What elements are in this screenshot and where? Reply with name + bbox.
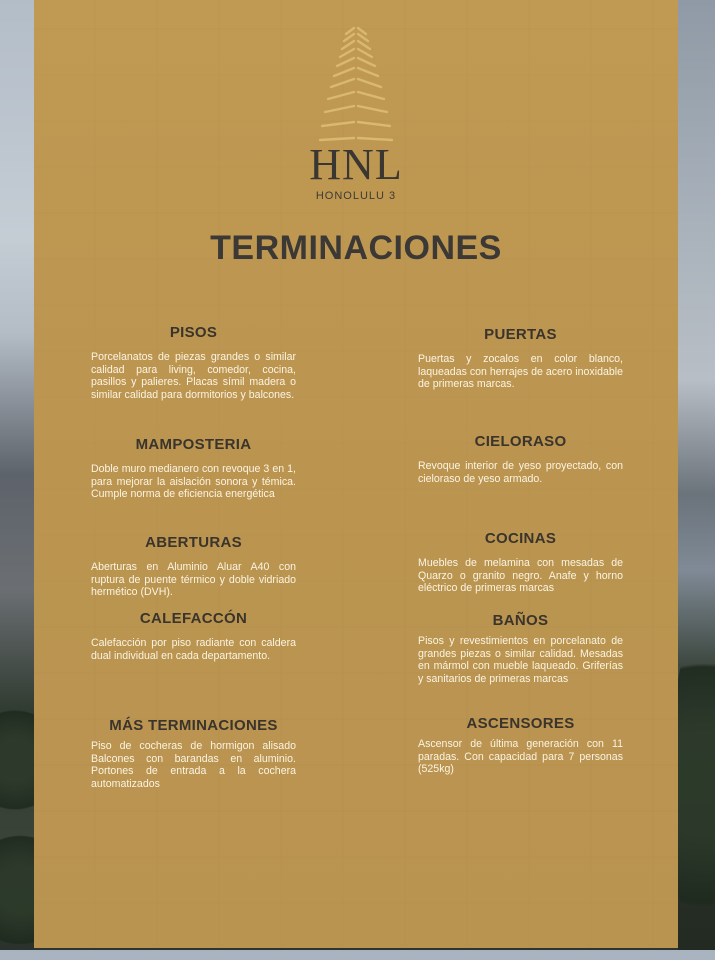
section-heading: PISOS [169,324,218,341]
section-text: Porcelanatos de piezas grandes o similar calidad para living, comedor, cocina, pasillos y palieres. Placas símil madera o similar calidad para dormitorios y balcones. [91,351,296,401]
section-text: Aberturas en Aluminio Aluar A40 con ruptura de puente térmico y doble vidriado hermético (DVH). [91,561,296,599]
section-aberturas [91,534,296,599]
section-puertas [418,326,623,391]
section-text: Revoque interior de yeso proyectado, con cieloraso de yeso armado. [418,460,623,485]
section-cocinas [418,530,623,595]
section-cieloraso [418,433,623,485]
section-heading: CALEFACCÓN [139,610,248,627]
section-heading: MAMPOSTERIA [135,436,252,453]
section-text: Doble muro medianero con revoque 3 en 1, para mejorar la aislación sonora y témica. Cumple norma de eficiencia energética [91,463,296,501]
section-mamposteria [91,436,296,501]
section-heading: COCINAS [484,530,557,547]
section-text: Ascensor de última generación con 11 paradas. Con capacidad para 7 personas (525kg) [418,738,623,776]
section-text: Muebles de melamina con mesadas de Quarzo o granito negro. Anafe y horno eléctrico de primeras marcas [418,557,623,595]
brand-name: HNL [309,140,403,189]
section-heading: CIELORASO [474,433,567,450]
page-title: TERMINACIONES [210,229,502,267]
section-heading: ASCENSORES [466,715,575,732]
section-ascensores [418,715,623,776]
section-pisos [91,324,296,401]
brand-subtitle: HONOLULU 3 [315,190,397,202]
stacked-tower-lines-icon [316,26,396,144]
section-text: Calefacción por piso radiante con caldera dual individual en cada departamento. [91,637,296,662]
section-calefaccion [91,610,296,662]
section-heading: PUERTAS [484,326,557,343]
section-heading: BAÑOS [492,612,549,629]
section-text: Puertas y zocalos en color blanco, laqueadas con herrajes de acero inoxidable de primeras marcas. [418,353,623,391]
brand-logo [34,26,678,144]
section-heading: ABERTURAS [145,534,242,551]
finishes-panel [34,0,678,948]
section-heading: MÁS TERMINACIONES [109,717,278,734]
section-mas-terminaciones [91,717,296,790]
section-text: Piso de cocheras de hormigon alisado Balcones con barandas en aluminio. Portones de entrada a la cochera automatizados [91,740,296,790]
section-banos [418,612,623,685]
section-text: Pisos y revestimientos en porcelanato de grandes piezas o similar calidad. Mesadas en mármol con mueble laqueado. Griferías y sanitarios de primeras marcas [418,635,623,685]
